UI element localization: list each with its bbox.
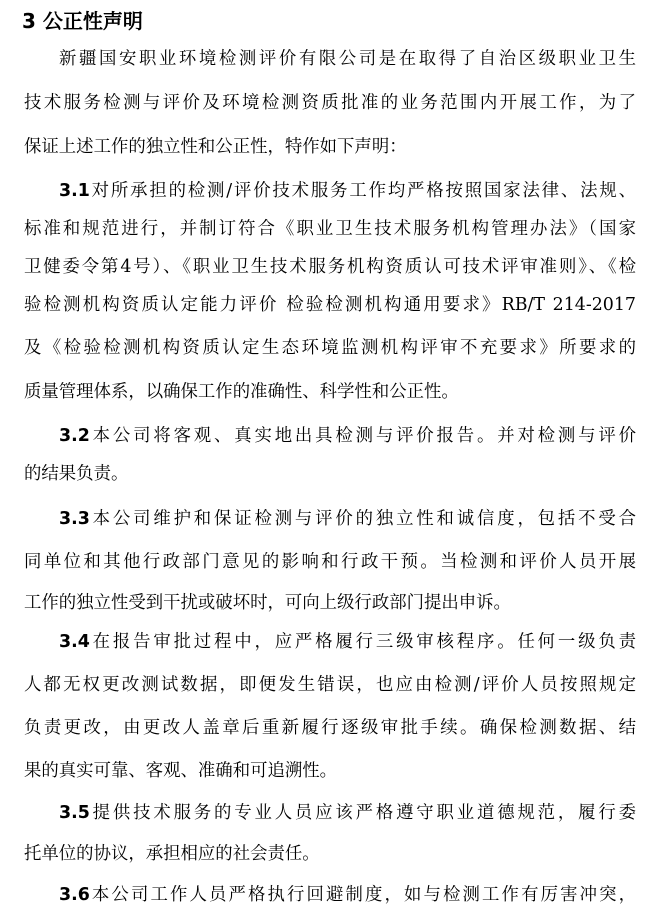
- clause-3-1-line-4: 验检测机构资质认定能力评价 检验检测机构通用要求》RB/T 214-2017: [24, 295, 636, 315]
- clause-3-1-line-2: 标准和规范进行，并制订符合《职业卫生技术服务机构管理办法》（国家: [24, 219, 636, 239]
- clause-3-3-line-3: 工作的独立性受到干扰或破坏时，可向上级行政部门提出申诉。: [24, 593, 511, 613]
- clause-3-4-line-3: 负责更改，由更改人盖章后重新履行逐级审批手续。确保检测数据、结: [24, 718, 636, 738]
- clause-3-6-number: 3.6: [59, 885, 90, 905]
- clause-3-1-line-6: 质量管理体系，以确保工作的准确性、科学性和公正性。: [24, 382, 459, 402]
- clause-3-4-line-1: 3.4在报告审批过程中，应严格履行三级审核程序。任何一级负责: [59, 632, 636, 652]
- clause-3-2-line-1: 3.2本公司将客观、真实地出具检测与评价报告。并对检测与评价: [59, 426, 636, 446]
- clause-3-3-line-2: 同单位和其他行政部门意见的影响和行政干预。当检测和评价人员开展: [24, 552, 636, 572]
- clause-3-1-line-5: 及《检验检测机构资质认定生态环境监测机构评审不充要求》所要求的: [24, 338, 636, 358]
- clause-3-6-line-1: 3.6本公司工作人员严格执行回避制度，如与检测工作有厉害冲突，: [59, 885, 636, 905]
- clause-3-3-line-1: 3.3本公司维护和保证检测与评价的独立性和诚信度，包括不受合: [59, 509, 636, 529]
- clause-3-1-line-3: 卫健委令第4号）、《职业卫生技术服务机构资质认可技术评审准则》、《检: [24, 257, 636, 277]
- section-heading: 3 公正性声明: [22, 9, 143, 33]
- intro-line-2: 技术服务检测与评价及环境检测资质批准的业务范围内开展工作，为了: [24, 93, 636, 113]
- intro-line-1: 新疆国安职业环境检测评价有限公司是在取得了自治区级职业卫生: [59, 49, 636, 69]
- clause-3-5-number: 3.5: [59, 803, 90, 823]
- clause-3-1-number: 3.1: [59, 181, 90, 201]
- clause-3-4-line-4: 果的真实可靠、客观、准确和可追溯性。: [24, 761, 338, 781]
- clause-3-5-line-1: 3.5提供技术服务的专业人员应该严格遵守职业道德规范，履行委: [59, 803, 636, 823]
- clause-3-5-line-2: 托单位的协议，承担相应的社会责任。: [24, 844, 320, 864]
- clause-3-4-line-2: 人都无权更改测试数据，即便发生错误，也应由检测/评价人员按照规定: [24, 675, 636, 695]
- intro-line-3: 保证上述工作的独立性和公正性，特作如下声明：: [24, 137, 407, 157]
- clause-3-3-number: 3.3: [59, 509, 90, 529]
- clause-3-2-number: 3.2: [59, 426, 90, 446]
- clause-3-4-number: 3.4: [59, 632, 90, 652]
- clause-3-2-line-2: 的结果负责。: [24, 464, 129, 484]
- clause-3-1-line-1: 3.1对所承担的检测/评价技术服务工作均严格按照国家法律、法规、: [59, 181, 636, 201]
